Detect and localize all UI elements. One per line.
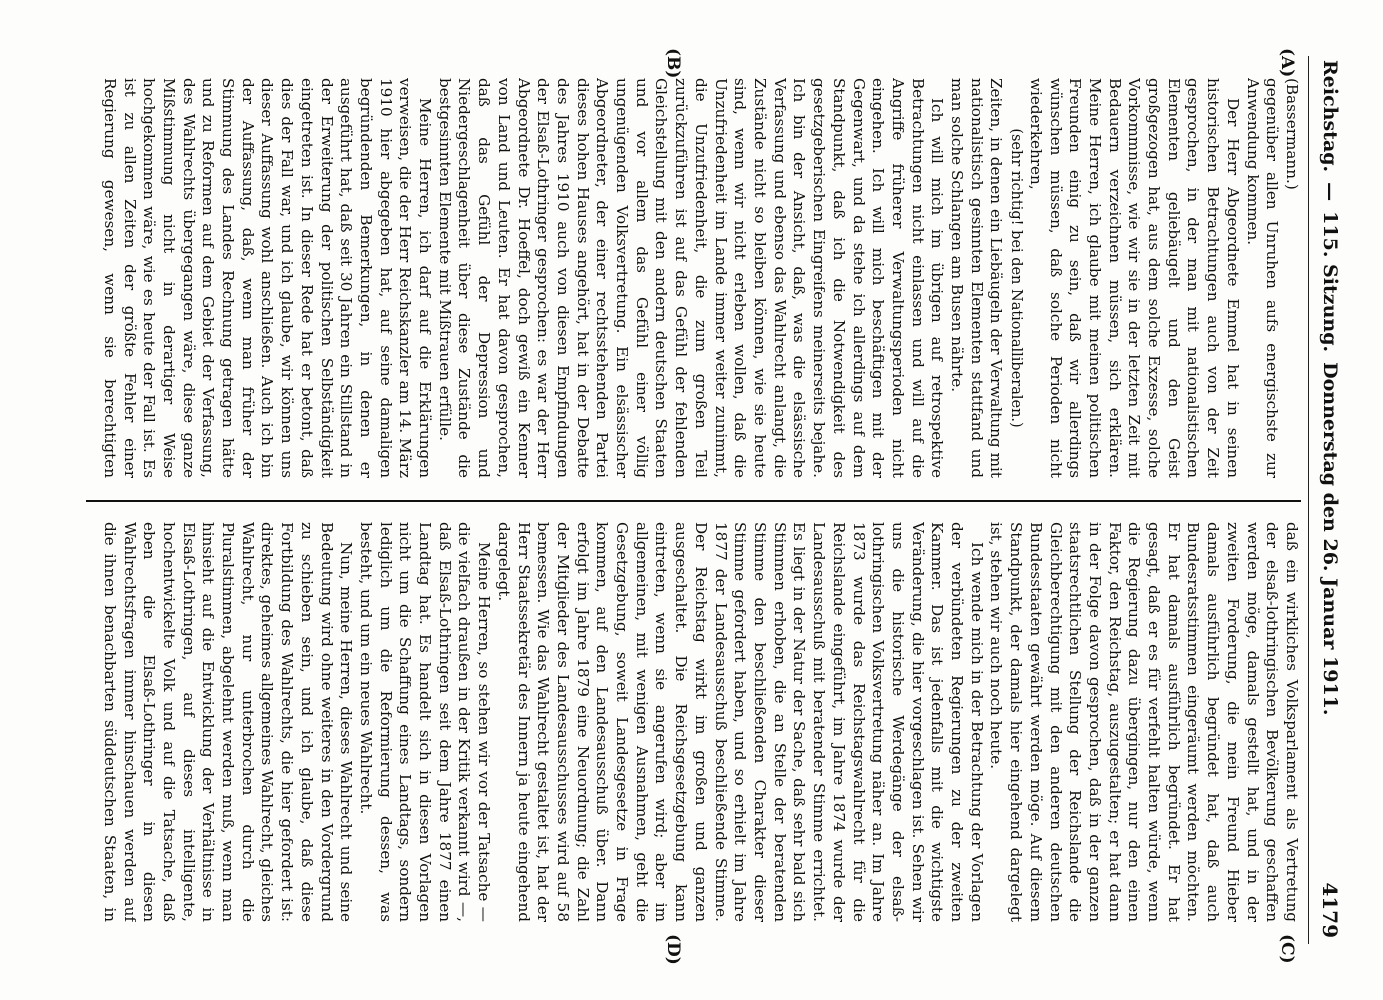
paragraph: daß ein wirkliches Volksparlament als Vertretung der elsaß-lothringischen Bevölkerung geschaffen werden möge, damals gestellt hat, und in der zweiten Forderung, die mein Freund Hieber damals ausführlich begründet hat, daß auch Bundesratsstimmen eingeräumt werden möchten. Er hat damals ausführlich begründet. Er hat gesagt, daß er es für verfehlt halten würde, wenn die Regierung dazu übergingen, nur den einen Faktor, den Reichstag, auszugestalten; er hat dann in der Folge davon gesprochen, daß in der ganzen staatsrechtlichen Stellung der Reichslande die Gleichberechtigung mit den anderen deutschen Bundesstaaten gewährt werden möge. Auf diesem Standpunkt, der damals hier eingehend dargelegt ist, stehen wir auch noch heute.	[987, 522, 1301, 922]
page-header	[1315, 60, 1345, 938]
header-dash: —	[1319, 182, 1341, 202]
header-title-group	[1319, 60, 1341, 716]
left-column	[101, 78, 1301, 478]
margin-letter-d: (D)	[663, 934, 683, 965]
paragraph: Meine Herren, ich darf auf die Erklärungen verweisen, die der Herr Reichskanzler am 14. März 1910 hier abgegeben hat, auf seine damaligen begründenden Bemerkungen, in denen er ausgeführt hat, daß seit 30 Jahren ein Stillstand in der Erweiterung der politischen Selbständigkeit eingetreten ist. In dieser Rede hat er betont, daß dies der Fall war, und ich glaube, wir können uns dieser Auffassung wohl anschließen. Auch ich bin der Auffassung, daß, wenn man früher der Stimmung des Landes Rechnung getragen hätte und zu Reformen auf dem Gebiet der Verfassung, des Wahlrechts übergegangen wäre, diese ganze Mißstimmung nicht in derartiger Weise hochgekommen wäre, wie es heute der Fall ist. Es ist zu allen Zeiten der größte Fehler einer Regierung gewesen, wenn sie berechtigten	[101, 78, 435, 478]
paragraph: Nun, meine Herren, dieses Wahlrecht und seine Bedeutung wird ohne weiteres in den Vordergrund zu schieben sein, und ich glaube, daß diese Fortbildung des Wahlrechts, die hier gefordert ist: direktes, geheimes allgemeines Wahlrecht, gleiches Wahlrecht, nur unterbrochen durch die Pluralstimmen, abgelehnt werden muß, wenn man hinsieht auf die Entwicklung der Verhältnisse in Elsaß-Lothringen, auf dieses intelligente, hochentwickelte Volk und auf die Tatsache, daß eben die Elsaß-Lothringer in diesen Wahlrechtsfragen immer hinschauen werden auf die ihnen benachbarten süddeutschen Staaten, in	[101, 522, 356, 922]
speaker-name: (Bassermann.)	[1283, 78, 1301, 190]
margin-letter-a: (A)	[1277, 48, 1297, 78]
column-divider	[86, 500, 1301, 502]
right-column	[101, 522, 1301, 922]
header-publication: Reichstag.	[1319, 60, 1341, 173]
header-session: 115. Sitzung.	[1319, 211, 1341, 353]
header-rule	[1308, 56, 1309, 944]
paragraph: Zeiten, in denen ein Liebäugeln der Verwaltung mit nationalistisch gesinnten Elementen stattfand und man solche Schlangen am Busen nährte.	[948, 78, 1006, 478]
paragraph: Ich will mich im übrigen auf retrospektive Betrachtungen nicht einlassen und will auf die Angriffe früherer Verwaltungsperioden nicht eingehen. Ich will mich beschäftigen mit der Gegenwart, und da stehe ich allerdings auf dem Standpunkt, daß ich die Notwendigkeit des gesetzgeberischen Eingreifens meinerseits bejahe. Ich bin der Ansicht, daß, was die elsässische Verfassung und ebenso das Wahlrecht anlangt, die Zustände nicht so bleiben können, wie sie heute sind, wenn wir nicht erleben wollen, daß die Unzufriedenheit im Lande immer weiter zunimmt, die Unzufriedenheit, die zum großen Teil zurückzuführen ist auf das Gefühl der fehlenden Gleichstellung mit den andern deutschen Staaten und vor allem das Gefühl einer völlig ungenügenden Volksvertretung. Ein elsässischer Abgeordneter, der einer rechtsstehenden Partei dieses hohen Hauses angehört, hat in der Debatte des Jahres 1910 auch von diesen Empfindungen der Elsaß-Lothringer gesprochen: es war der Herr Abgeordnete Dr. Hoeffel, doch gewiß ein Kenner von Land und Leuten. Er hat davon gesprochen, daß das Gefühl der Depression und Niedergeschlagenheit über diese Zustände die bestgesinnten Elemente mit Mißtrauen erfülle.	[435, 78, 947, 478]
header-date: Donnerstag den 26. Januar 1911.	[1319, 362, 1341, 716]
interjection: (sehr richtig! bei den Nationalliberalen.)	[1008, 128, 1025, 428]
paragraph: Ich wende mich in der Betrachtung der Vorlagen der verbündeten Regierungen zu der zweiten Kammer. Das ist jedenfalls mit die wichtigste Veränderung, die hier vorgeschlagen ist. Sehen wir uns die historische Werdegänge der elsaß-lothringischen Volksvertretung näher an. Im Jahre 1873 wurde das Reichstagswahlrecht für die Reichslande eingeführt, im Jahre 1874 wurde der Landesausschuß mit beratender Stimme errichtet. Es liegt in der Natur der Sache, daß sehr bald sich Stimmen erhoben, die an Stelle der beratenden Stimme den beschließenden Charakter dieser Stimme gefordert haben, und so erhielt im Jahre 1877 der Landesausschuß beschließende Stimme. Der Reichstag wirkt im großen und ganzen ausgeschaltet. Die Reichsgesetzgebung kann eintreten, wenn sie angerufen wird; aber im allgemeinen, mit wenigen Ausnahmen, geht die Gesetzgebung, soweit Landesgesetze in Frage kommen, auf den Landesausschuß über. Dann erfolgt im Jahre 1879 eine Neuordnung; die Zahl der Mitglieder des Landesausschusses wird auf 58 bemessen. Wie das Wahlrecht gestaltet ist, hat der Herr Staatssekretär des Innern ja heute eingehend dargelegt.	[494, 522, 986, 922]
paragraph: gegenüber allen Unruhen aufs energischste zur Anwendung kommen.	[1243, 78, 1282, 478]
paragraph: Der Herr Abgeordnete Emmel hat in seinen historischen Betrachtungen auch von der Zeit gesprochen, in der man mit nationalistischen Elementen geliebäugelt und den Geist großgezogen hat, aus dem solche Exzesse, solche Vorkommnisse, wie wir sie in der letzten Zeit mit Bedauern verzeichnen müssen, sich erklären. Meine Herren, ich glaube mit meinen politischen Freunden einig zu sein, daß wir allerdings wünschen müssen, daß solche Perioden nicht wiederkehren,	[1026, 78, 1242, 478]
page-number: 4179	[1318, 882, 1342, 938]
paragraph: Meine Herren, so stehen wir vor der Tatsache — die vielfach draußen in der Kritik verkannt wird —, daß Elsaß-Lothringen seit dem Jahre 1877 einen Landtag hat. Es handelt sich in diesen Vorlagen nicht um die Schaffung eines Landtags, sondern lediglich um die Reformierung dessen, was besteht, und um ein neues Wahlrecht.	[356, 522, 494, 922]
margin-letter-c: (C)	[1277, 934, 1297, 964]
margin-letter-b: (B)	[663, 48, 683, 79]
